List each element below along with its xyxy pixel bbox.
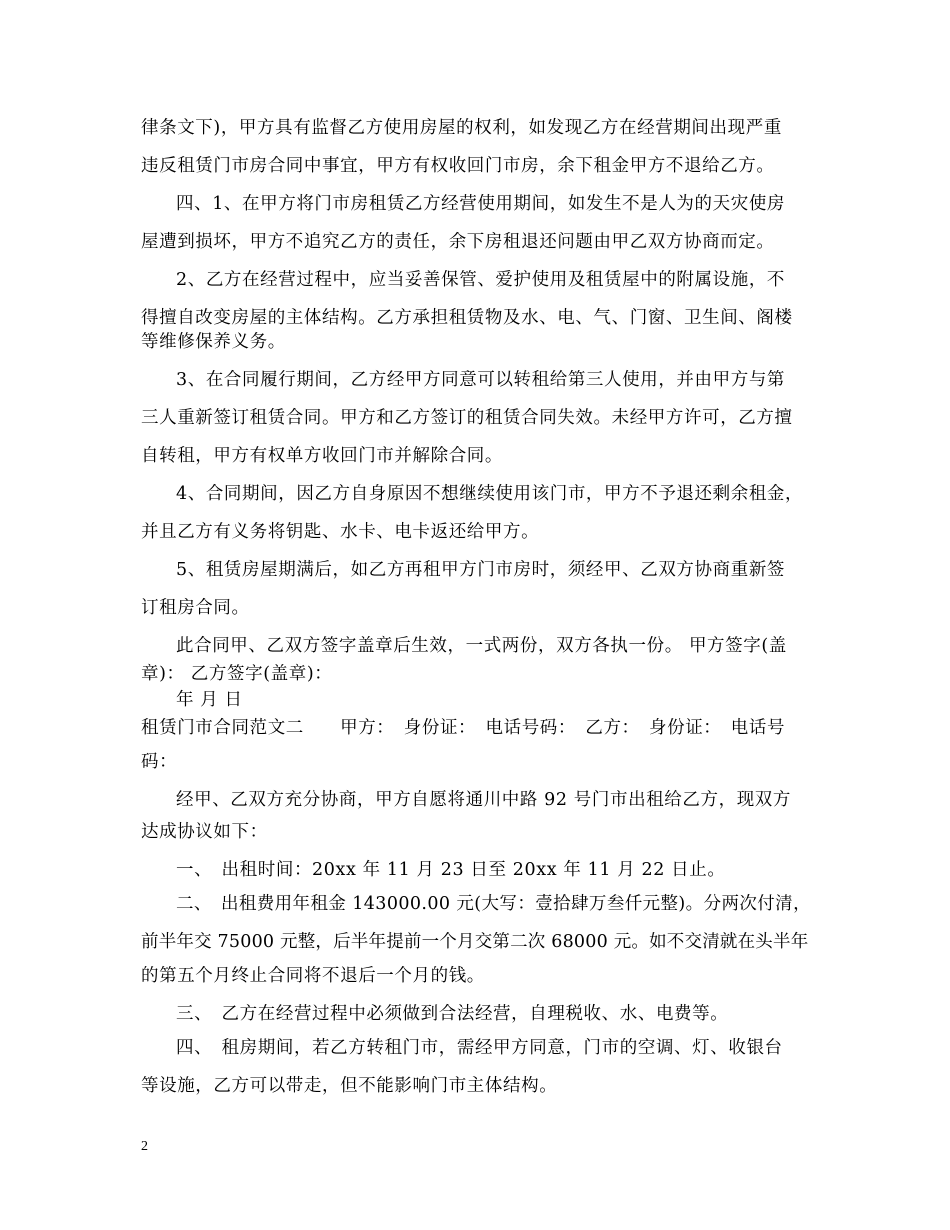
text-line: 的第五个月终止合同将不退后一个月的钱。 bbox=[141, 966, 485, 986]
text-line: 违反租赁门市房合同中事宜，甲方有权收回门市房，余下租金甲方不退给乙方。 bbox=[141, 156, 775, 176]
text-line: 4、合同期间，因乙方自身原因不想继续使用该门市，甲方不予退还剩余租金， bbox=[176, 484, 804, 504]
text-line: 2、乙方在经营过程中，应当妥善保管、爱护使用及租赁屋中的附属设施，不 bbox=[176, 270, 786, 290]
text-line: 章)： 乙方签字(盖章)： bbox=[141, 664, 333, 684]
text-line: 订租房合同。 bbox=[141, 598, 250, 618]
text-line: 四、1、在甲方将门市房租赁乙方经营使用期间，如发生不是人为的天灾使房 bbox=[176, 194, 786, 214]
text-line: 码： bbox=[141, 752, 178, 772]
text-line: 经甲、乙双方充分协商，甲方自愿将通川中路 92 号门市出租给乙方，现双方 bbox=[176, 790, 791, 810]
text-line: 前半年交 75000 元整，后半年提前一个月交第二次 68000 元。如不交清就在头半年 bbox=[141, 932, 809, 952]
text-line: 律条文下)，甲方具有监督乙方使用房屋的权利，如发现乙方在经营期间出现严重 bbox=[141, 118, 782, 138]
text-line: 此合同甲、乙双方签字盖章后生效，一式两份，双方各执一份。 甲方签字(盖 bbox=[176, 636, 787, 656]
text-line: 一、 出租时间：20xx 年 11 月 23 日至 20xx 年 11 月 22 日止。 bbox=[176, 860, 726, 880]
text-line: 三、 乙方在经营过程中必须做到合法经营，自理税收、水、电费等。 bbox=[176, 1004, 729, 1024]
text-line: 屋遭到损坏，甲方不追究乙方的责任，余下房租退还问题由甲乙双方协商而定。 bbox=[141, 232, 775, 252]
text-line: 并且乙方有义务将钥匙、水卡、电卡返还给甲方。 bbox=[141, 522, 540, 542]
text-line: 达成协议如下： bbox=[141, 822, 268, 842]
text-line: 四、 租房期间，若乙方转租门市，需经甲方同意，门市的空调、灯、收银台 bbox=[176, 1038, 783, 1058]
text-line: 3、在合同履行期间，乙方经甲方同意可以转租给第三人使用，并由甲方与第 bbox=[176, 370, 786, 390]
text-line: 得擅自改变房屋的主体结构。乙方承担租赁物及水、电、气、门窗、卫生间、阁楼 bbox=[141, 308, 793, 328]
text-line: 自转租，甲方有权单方收回门市并解除合同。 bbox=[141, 446, 503, 466]
date-line: 年 月 日 bbox=[176, 690, 243, 710]
text-line: 三人重新签订租赁合同。甲方和乙方签订的租赁合同失效。未经甲方许可，乙方擅 bbox=[141, 408, 793, 428]
text-line: 5、租赁房屋期满后，如乙方再租甲方门市房时，须经甲、乙双方协商重新签 bbox=[176, 560, 786, 580]
section-title-line: 租赁门市合同范文二 甲方： 身份证： 电话号码： 乙方： 身份证： 电话号 bbox=[141, 718, 786, 738]
text-line: 等维修保养义务。 bbox=[141, 332, 286, 352]
page-number: 2 bbox=[141, 1139, 148, 1154]
text-line: 等设施，乙方可以带走，但不能影响门市主体结构。 bbox=[141, 1076, 558, 1096]
text-line: 二、 出租费用年租金 143000.00 元(大写：壹拾肆万叁仟元整)。分两次付清， bbox=[176, 894, 811, 914]
